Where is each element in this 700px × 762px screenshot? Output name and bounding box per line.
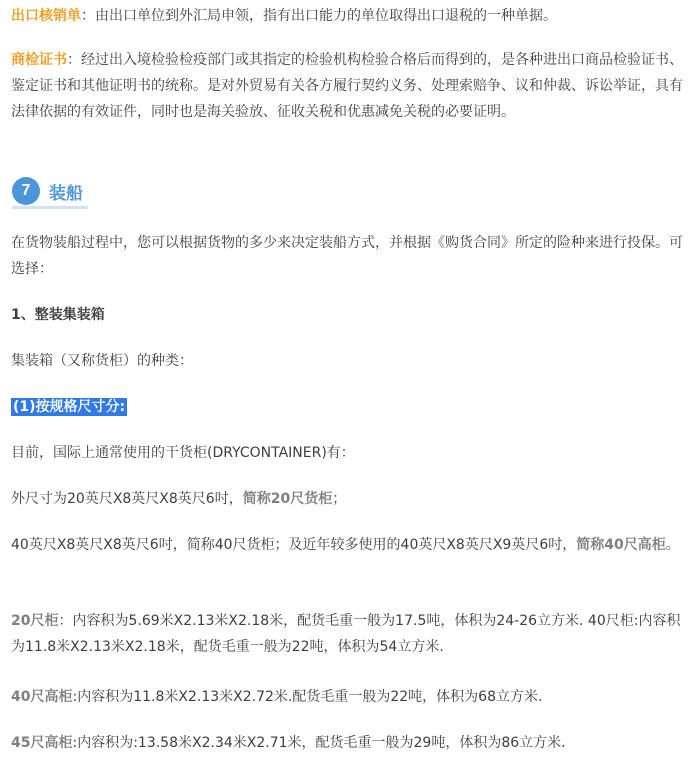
container-description: :内容积为:13.58米X2.34米X2.71米，配货毛重一般为29吨，体积为86立方米.	[72, 735, 566, 751]
paragraph-40ft-high-container	[11, 684, 691, 710]
paragraph-inspection-certificate	[11, 47, 691, 125]
size-short-name: 简称40尺高柜	[576, 537, 666, 553]
selected-text-highlight[interactable]: (1)按规格尺寸分:	[13, 399, 126, 415]
size-short-name: 简称20尺货柜	[242, 491, 333, 507]
container-description: :内容积为11.8米X2.13米X2.72米.配货毛重一般为22吨，体积为68立方米.	[72, 689, 543, 705]
section-underline	[12, 206, 88, 209]
paragraph-20ft-container	[11, 608, 691, 660]
paragraph-shipping-intro: 在货物装船过程中，您可以根据货物的多少来决定装船方式，并根据《购货合同》所定的险种来进行投保。可选择：	[11, 235, 683, 277]
paragraph-export-verification	[11, 3, 691, 29]
term-label: 商检证书	[11, 52, 67, 68]
paragraph-40ft-size	[11, 532, 691, 558]
term-label: 出口核销单	[11, 8, 81, 24]
paragraph-20ft-size	[11, 486, 691, 512]
section-number-badge: 7	[12, 177, 40, 205]
size-text: 40英尺X8英尺X8英尺6吋，简称40尺货柜；及近年较多使用的40英尺X8英尺X9英尺6吋，	[11, 537, 577, 553]
paragraph-45ft-high-container	[11, 730, 691, 756]
size-text: 外尺寸为20英尺X8英尺X8英尺6吋，	[11, 491, 243, 507]
term-description: ：经过出入境检验检疫部门或其指定的检验机构检验合格后而得到的，是各种进出口商品检验证书、鉴定证书和其他证明书的统称。是对外贸易有关各方履行契约义务、处理索赔争、议和仲裁、诉讼举证，具有法律依据的有效证件，同时也是海关验放、征收关税和优惠减免关税的必要证明。	[11, 52, 683, 120]
container-label: 40尺高柜	[11, 689, 73, 705]
container-label: 20尺柜	[11, 613, 59, 629]
term-description: ：由出口单位到外汇局申领，指有出口能力的单位取得出口退税的一种单据。	[81, 8, 557, 24]
size-end: ；	[332, 491, 347, 507]
paragraph-dry-container: 目前，国际上通常使用的干货柜(DRYCONTAINER)有：	[11, 445, 355, 461]
section-heading	[12, 176, 83, 206]
section-title: 装船	[49, 183, 83, 204]
container-label: 45尺高柜	[11, 735, 73, 751]
container-description: ：内容积为5.69米X2.13米X2.18米，配货毛重一般为17.5吨，体积为24-26立方米. 40尺柜:内容积为11.8米X2.13米X2.18米，配货毛重一般为22吨，体积为54立方米.	[11, 613, 681, 655]
size-end: 。	[665, 537, 680, 553]
paragraph-full-container: 1、整装集装箱	[11, 307, 105, 323]
paragraph-by-size	[11, 394, 691, 420]
paragraph-container-types: 集装箱（又称货柜）的种类：	[11, 353, 193, 369]
